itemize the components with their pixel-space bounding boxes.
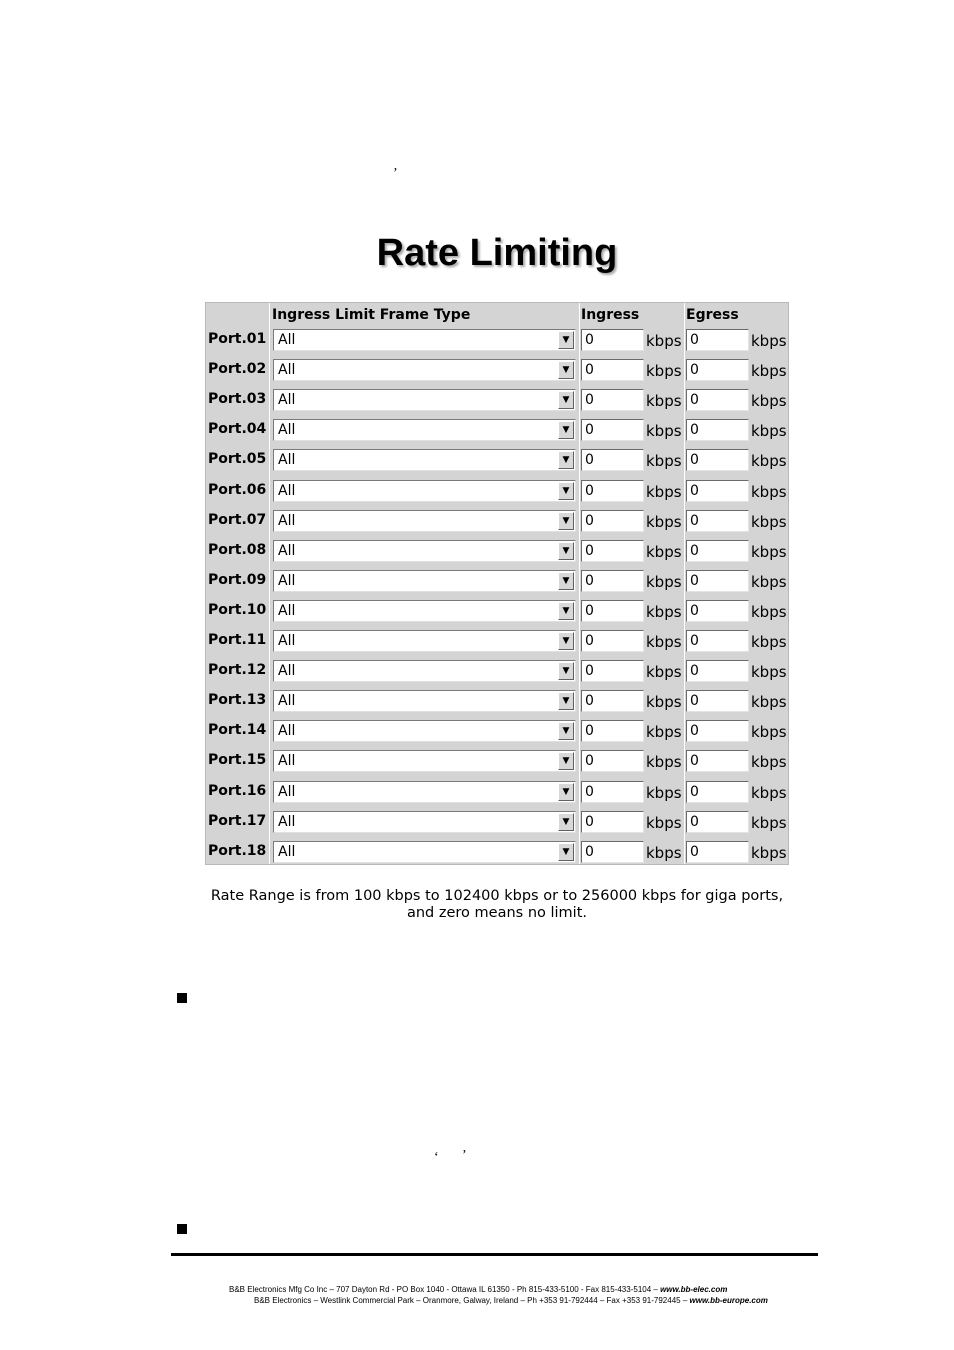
frame-type-select[interactable]	[273, 449, 576, 471]
frame-type-select[interactable]	[273, 540, 576, 562]
table-row	[206, 837, 788, 867]
table-row	[206, 566, 788, 596]
port-label: Port.13	[208, 692, 267, 709]
stray-apostrophe: ’	[393, 166, 398, 181]
port-label: Port.10	[208, 601, 267, 618]
table-row	[206, 445, 788, 475]
frame-type-select[interactable]	[273, 811, 576, 833]
bullet-square-icon	[177, 1224, 187, 1234]
frame-type-select[interactable]	[273, 720, 576, 742]
ingress-input[interactable]: 0	[581, 660, 644, 682]
egress-unit: kbps	[751, 392, 787, 411]
chevron-down-icon[interactable]: ▼	[558, 542, 574, 560]
frame-type-value: All	[278, 753, 296, 770]
chevron-down-icon[interactable]: ▼	[558, 662, 574, 680]
ingress-unit: kbps	[646, 362, 682, 381]
frame-type-value: All	[278, 633, 296, 649]
table-row	[206, 476, 788, 506]
egress-unit: kbps	[751, 633, 787, 651]
ingress-unit: kbps	[646, 723, 682, 742]
footer-divider	[171, 1253, 818, 1256]
ingress-unit: kbps	[646, 693, 682, 712]
table-row	[206, 355, 788, 385]
port-label: Port.01	[208, 331, 267, 347]
port-label: Port.18	[208, 842, 267, 859]
frame-type-value: All	[278, 422, 296, 439]
ingress-unit: kbps	[646, 753, 682, 772]
frame-type-select[interactable]	[273, 750, 576, 772]
frame-type-value: All	[278, 452, 296, 469]
port-label: Port.04	[208, 421, 267, 438]
frame-type-value: All	[278, 843, 296, 860]
page-title: Rate Limiting	[376, 232, 618, 274]
egress-input[interactable]: 0	[686, 660, 749, 682]
port-label: Port.07	[208, 511, 267, 528]
ingress-input[interactable]: 0	[581, 600, 644, 622]
chevron-down-icon[interactable]: ▼	[558, 843, 574, 861]
port-label: Port.17	[208, 812, 267, 829]
chevron-down-icon[interactable]: ▼	[558, 391, 574, 409]
frame-type-value: All	[278, 663, 296, 680]
frame-type-value: All	[278, 482, 296, 499]
port-label: Port.16	[208, 782, 267, 799]
frame-type-value: All	[278, 572, 296, 589]
note-line-2: and zero means no limit.	[406, 905, 587, 921]
egress-unit: kbps	[751, 362, 787, 381]
egress-input[interactable]: 0	[686, 480, 749, 502]
ingress-unit: kbps	[646, 452, 682, 471]
egress-input[interactable]: 0	[686, 720, 749, 742]
chevron-down-icon[interactable]: ▼	[558, 572, 574, 590]
ingress-unit: kbps	[646, 482, 682, 501]
ingress-unit: kbps	[646, 572, 682, 591]
stray-close-quote: ’	[462, 1148, 467, 1163]
frame-type-select[interactable]	[273, 781, 576, 803]
table-row	[206, 777, 788, 807]
egress-input[interactable]: 0	[686, 419, 749, 441]
table-row	[206, 506, 788, 536]
egress-unit: kbps	[751, 723, 787, 742]
ingress-input[interactable]: 0	[581, 389, 644, 411]
ingress-input[interactable]: 0	[581, 480, 644, 502]
table-row	[206, 385, 788, 415]
frame-type-select[interactable]	[273, 570, 576, 592]
port-label: Port.03	[208, 391, 267, 408]
table-row	[206, 746, 788, 776]
ingress-input[interactable]: 0	[581, 720, 644, 742]
egress-unit: kbps	[751, 693, 787, 712]
port-label: Port.15	[208, 752, 267, 769]
egress-unit: kbps	[751, 783, 787, 802]
chevron-down-icon[interactable]: ▼	[558, 722, 574, 740]
header-ingress: Ingress	[581, 307, 640, 323]
bullet-square-icon	[177, 993, 187, 1003]
ingress-unit: kbps	[646, 512, 682, 531]
header-frame-type: Ingress Limit Frame Type	[272, 307, 471, 323]
footer-line-2: B&B Electronics – Westlink Commercial Park – Oranmore, Galway, Ireland – Ph +353 91-792444 – Fax +353 91-792445 – www.bb-europe.com	[254, 1296, 768, 1305]
port-label: Port.05	[208, 451, 267, 468]
footer-line-1: B&B Electronics Mfg Co Inc – 707 Dayton Rd - PO Box 1040 - Ottawa IL 61350 - Ph 815-433-5100 - Fax 815-433-5104 – www.bb-elec.com	[229, 1285, 728, 1294]
frame-type-select[interactable]	[273, 690, 576, 712]
frame-type-select[interactable]	[273, 510, 576, 532]
port-label: Port.11	[208, 632, 267, 648]
table-row	[206, 716, 788, 746]
egress-input[interactable]: 0	[686, 841, 749, 863]
frame-type-value: All	[278, 723, 296, 740]
ingress-unit: kbps	[646, 843, 682, 862]
table-row	[206, 596, 788, 626]
frame-type-value: All	[278, 813, 296, 830]
frame-type-value: All	[278, 693, 296, 710]
table-row	[206, 626, 788, 656]
ingress-unit: kbps	[646, 813, 682, 832]
frame-type-value: All	[278, 512, 296, 529]
egress-unit: kbps	[751, 843, 787, 862]
footer-link-europe[interactable]: www.bb-europe.com	[689, 1296, 768, 1305]
chevron-down-icon[interactable]: ▼	[558, 692, 574, 710]
ingress-input[interactable]: 0	[581, 570, 644, 592]
table-row	[206, 325, 788, 355]
frame-type-value: All	[278, 392, 296, 409]
egress-input[interactable]: 0	[686, 449, 749, 471]
egress-input[interactable]: 0	[686, 811, 749, 833]
frame-type-value: All	[278, 332, 296, 348]
ingress-input[interactable]: 0	[581, 329, 644, 351]
ingress-input[interactable]: 0	[581, 811, 644, 833]
egress-unit: kbps	[751, 813, 787, 832]
frame-type-select[interactable]	[273, 600, 576, 622]
chevron-down-icon[interactable]: ▼	[558, 783, 574, 801]
table-row	[206, 415, 788, 445]
ingress-unit: kbps	[646, 633, 682, 651]
ingress-unit: kbps	[646, 392, 682, 411]
egress-unit: kbps	[751, 602, 787, 621]
port-label: Port.12	[208, 662, 267, 679]
egress-unit: kbps	[751, 452, 787, 471]
frame-type-select[interactable]	[273, 480, 576, 502]
footer-link-us[interactable]: www.bb-elec.com	[660, 1285, 728, 1294]
frame-type-select[interactable]	[273, 389, 576, 411]
ingress-input[interactable]: 0	[581, 359, 644, 381]
egress-unit: kbps	[751, 422, 787, 441]
chevron-down-icon[interactable]: ▼	[558, 361, 574, 379]
table-row	[206, 536, 788, 566]
chevron-down-icon[interactable]: ▼	[558, 752, 574, 770]
egress-input[interactable]: 0	[686, 389, 749, 411]
egress-input[interactable]: 0	[686, 630, 749, 652]
ingress-unit: kbps	[646, 422, 682, 441]
port-label: Port.14	[208, 722, 267, 739]
egress-input[interactable]: 0	[686, 570, 749, 592]
frame-type-value: All	[278, 783, 296, 800]
egress-unit: kbps	[751, 512, 787, 531]
table-row	[206, 807, 788, 837]
frame-type-value: All	[278, 542, 296, 559]
egress-input[interactable]: 0	[686, 781, 749, 803]
ingress-input[interactable]: 0	[581, 841, 644, 863]
ingress-input[interactable]: 0	[581, 540, 644, 562]
ingress-unit: kbps	[646, 602, 682, 621]
egress-unit: kbps	[751, 482, 787, 501]
frame-type-value: All	[278, 362, 296, 379]
frame-type-select[interactable]	[273, 841, 576, 863]
note-line-1: Rate Range is from 100 kbps to 102400 kbps or to 256000 kbps for giga ports,	[210, 888, 784, 904]
chevron-down-icon[interactable]: ▼	[558, 602, 574, 620]
header-egress: Egress	[686, 307, 739, 323]
table-row	[206, 656, 788, 686]
ingress-input[interactable]: 0	[581, 781, 644, 803]
frame-type-select[interactable]	[273, 359, 576, 381]
chevron-down-icon[interactable]: ▼	[558, 421, 574, 439]
chevron-down-icon[interactable]: ▼	[558, 482, 574, 500]
frame-type-select[interactable]	[273, 630, 576, 652]
ingress-unit: kbps	[646, 332, 682, 350]
chevron-down-icon[interactable]: ▼	[558, 813, 574, 831]
egress-input[interactable]: 0	[686, 510, 749, 532]
chevron-down-icon[interactable]: ▼	[558, 331, 574, 349]
port-label: Port.08	[208, 541, 267, 558]
ingress-input[interactable]: 0	[581, 690, 644, 712]
egress-unit: kbps	[751, 753, 787, 772]
ingress-input[interactable]: 0	[581, 419, 644, 441]
egress-unit: kbps	[751, 542, 787, 561]
egress-unit: kbps	[751, 332, 787, 350]
port-label: Port.06	[208, 481, 267, 498]
egress-input[interactable]: 0	[686, 750, 749, 772]
egress-input[interactable]: 0	[686, 359, 749, 381]
table-row	[206, 686, 788, 716]
chevron-down-icon[interactable]: ▼	[558, 451, 574, 469]
ingress-input[interactable]: 0	[581, 750, 644, 772]
frame-type-select[interactable]	[273, 329, 576, 351]
chevron-down-icon[interactable]: ▼	[558, 632, 574, 650]
frame-type-select[interactable]	[273, 660, 576, 682]
egress-input[interactable]: 0	[686, 329, 749, 351]
ingress-unit: kbps	[646, 783, 682, 802]
egress-unit: kbps	[751, 572, 787, 591]
ingress-input[interactable]: 0	[581, 630, 644, 652]
frame-type-select[interactable]	[273, 419, 576, 441]
ingress-unit: kbps	[646, 542, 682, 561]
port-label: Port.09	[208, 571, 267, 588]
rate-limiting-table	[205, 302, 789, 865]
ingress-input[interactable]: 0	[581, 510, 644, 532]
egress-unit: kbps	[751, 663, 787, 682]
egress-input[interactable]: 0	[686, 690, 749, 712]
egress-input[interactable]: 0	[686, 600, 749, 622]
frame-type-value: All	[278, 602, 296, 619]
ingress-unit: kbps	[646, 663, 682, 682]
stray-open-quote: ‘	[434, 1150, 439, 1165]
egress-input[interactable]: 0	[686, 540, 749, 562]
chevron-down-icon[interactable]: ▼	[558, 512, 574, 530]
port-label: Port.02	[208, 361, 267, 378]
ingress-input[interactable]: 0	[581, 449, 644, 471]
rate-range-note	[150, 888, 844, 922]
